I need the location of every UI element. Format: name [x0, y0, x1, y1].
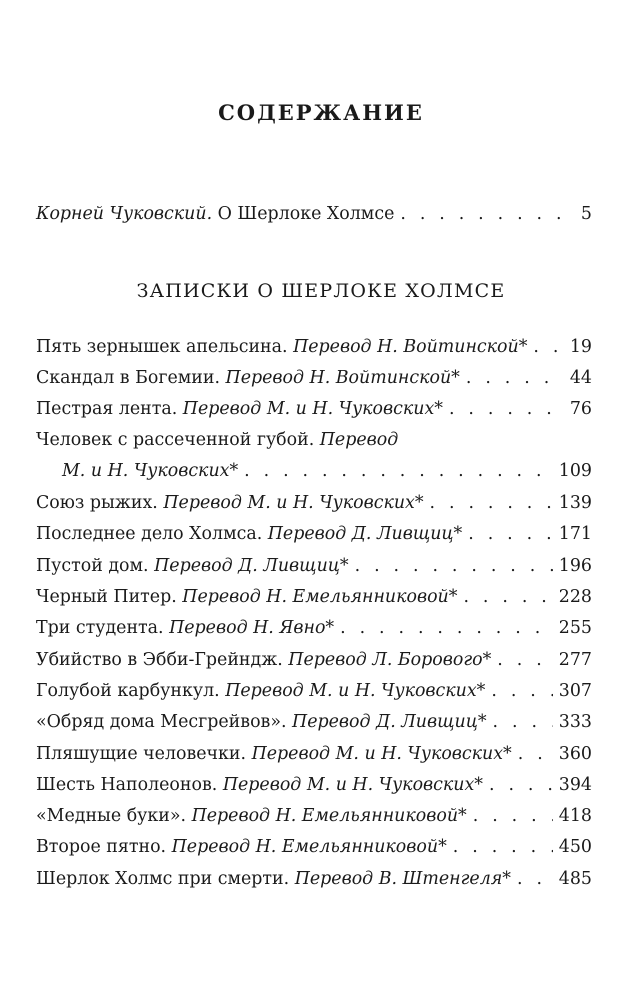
- dot-leader: [453, 837, 553, 857]
- toc-entry-name: Скандал в Богемии.: [36, 368, 220, 388]
- toc-entry: [36, 337, 592, 367]
- toc-entry-title: [36, 869, 511, 889]
- toc-entry-translator: Перевод Д. Ливщиц*: [267, 524, 463, 544]
- section-title: ЗАПИСКИ О ШЕРЛОКЕ ХОЛМСЕ: [136, 280, 506, 302]
- toc-page-number: 228: [558, 587, 592, 607]
- toc-entry: [36, 837, 592, 867]
- dot-leader: [493, 712, 553, 732]
- toc-page-number: 171: [558, 524, 592, 544]
- toc-entry-title: [36, 399, 443, 419]
- toc-entry: [36, 556, 592, 586]
- toc-entry-name: Пестрая лента.: [36, 399, 178, 419]
- dot-leader: [517, 869, 553, 889]
- toc-page-number: 255: [558, 618, 592, 638]
- toc-entry: [36, 399, 592, 429]
- dot-leader: [518, 744, 553, 764]
- toc-entry-title: [36, 618, 334, 638]
- toc-page-number: 277: [558, 650, 592, 670]
- toc-entry: [36, 368, 592, 398]
- toc-entry-name: Последнее дело Холмса.: [36, 524, 263, 544]
- toc-entry-title: [36, 368, 460, 388]
- toc-entry-name: О Шерлоке Холмсе: [217, 204, 395, 224]
- toc-entry-name: Второе пятно.: [36, 837, 167, 857]
- toc-page-number: 333: [558, 712, 592, 732]
- toc-page-number: 485: [558, 869, 592, 889]
- toc-entry-name: Пляшущие человечки.: [36, 744, 247, 764]
- toc-entry-title: [36, 493, 424, 513]
- toc-entry-translator: Перевод Д. Ливщиц*: [292, 712, 487, 732]
- toc-entry-name: Пустой дом.: [36, 556, 149, 576]
- toc-entry-translator: Перевод М. и Н. Чуковских*: [163, 493, 424, 513]
- dot-leader: [355, 556, 553, 576]
- toc-entry-title: [36, 430, 398, 450]
- dot-leader: [449, 399, 564, 419]
- toc-entry: [36, 618, 592, 648]
- page-title: СОДЕРЖАНИЕ: [218, 100, 424, 125]
- toc-entry-name: Голубой карбункул.: [36, 681, 220, 701]
- toc-page-number: 44: [569, 368, 592, 388]
- toc-entry-translator: Перевод Д. Ливщиц*: [154, 556, 349, 576]
- toc-page-number: 109: [558, 461, 592, 481]
- toc-entry-name: Человек с рассеченной губой.: [36, 430, 315, 450]
- dot-leader: [489, 775, 553, 795]
- toc-entry-translator: Перевод Н. Емельянниковой*: [171, 837, 447, 857]
- dot-leader: [463, 587, 552, 607]
- toc-entry-name: Три студента.: [36, 618, 164, 638]
- toc-entry-title: [36, 681, 485, 701]
- toc-entry-translator: Перевод М. и Н. Чуковских*: [251, 744, 512, 764]
- toc-entry-translator: Перевод Н. Войтинской*: [293, 337, 528, 357]
- toc-entry: [36, 650, 592, 680]
- toc-entry-intro: [36, 204, 592, 234]
- toc-entry-translator: Перевод М. и Н. Чуковских*: [222, 775, 483, 795]
- toc-entry: [36, 744, 592, 774]
- toc-entry-translator: Перевод В. Штенгеля*: [294, 869, 511, 889]
- toc-entry-name: Союз рыжих.: [36, 493, 158, 513]
- toc-entry: [36, 775, 592, 805]
- toc-entry-translator: Перевод Л. Борового*: [288, 650, 492, 670]
- toc-page-number: 139: [558, 493, 592, 513]
- toc-entry-title: [36, 806, 467, 826]
- toc-entry-name: Пять зернышек апельсина.: [36, 337, 288, 357]
- toc-entry: [36, 524, 592, 554]
- toc-entry-name: «Обряд дома Месгрейвов».: [36, 712, 287, 732]
- toc-entry-title: [36, 204, 394, 224]
- dot-leader: [466, 368, 564, 388]
- dot-leader: [430, 493, 553, 513]
- dot-leader: [491, 681, 552, 701]
- toc-page-number: 196: [558, 556, 592, 576]
- toc-entry-title: [36, 650, 491, 670]
- toc-entry: [36, 869, 592, 899]
- toc-entry-title: [36, 587, 457, 607]
- toc-entry-name: Шерлок Холмс при смерти.: [36, 869, 290, 889]
- toc-entry-name: Шесть Наполеонов.: [36, 775, 218, 795]
- toc-entry-name: «Медные буки».: [36, 806, 187, 826]
- toc-entry: [36, 587, 592, 617]
- toc-page-number: 307: [558, 681, 592, 701]
- toc-entry: [36, 712, 592, 742]
- toc-page-number: 5: [580, 204, 592, 224]
- dot-leader: [473, 806, 553, 826]
- toc-entry-translator: Перевод Н. Войтинской*: [225, 368, 460, 388]
- dot-leader: [340, 618, 553, 638]
- toc-entry-name: Убийство в Эбби-Грейндж.: [36, 650, 283, 670]
- toc-entry-title: [36, 337, 527, 357]
- toc-entry-translator: Перевод М. и Н. Чуковских*: [225, 681, 486, 701]
- toc-entry: [62, 461, 592, 491]
- toc-page-number: 394: [558, 775, 592, 795]
- dot-leader: [533, 337, 563, 357]
- toc-entry-translator: Перевод: [319, 430, 399, 450]
- toc-entry-translator: Перевод Н. Емельянниковой*: [191, 806, 467, 826]
- toc-entry-author: Корней Чуковский.: [36, 204, 213, 224]
- toc-page-number: 418: [558, 806, 592, 826]
- toc-page-number: 76: [569, 399, 592, 419]
- toc-entry-title: [36, 744, 512, 764]
- toc-page-number: 360: [558, 744, 592, 764]
- toc-entry-translator: Перевод М. и Н. Чуковских*: [182, 399, 443, 419]
- toc-entry: [36, 430, 592, 460]
- toc-entry: [36, 806, 592, 836]
- toc-entry: [36, 681, 592, 711]
- dot-leader: [400, 204, 575, 224]
- toc-entry-title: [36, 837, 447, 857]
- toc-entry-name: Черный Питер.: [36, 587, 177, 607]
- dot-leader: [244, 461, 553, 481]
- toc-entry-title: [36, 556, 349, 576]
- toc-entry-title: [62, 461, 238, 481]
- toc-entry-title: [36, 712, 487, 732]
- toc-entry-title: [36, 524, 462, 544]
- dot-leader: [468, 524, 553, 544]
- toc-entry-translator: Перевод Н. Емельянниковой*: [182, 587, 458, 607]
- toc-entry: [36, 493, 592, 523]
- toc-page-number: 19: [569, 337, 592, 357]
- toc-entry-translator: Перевод Н. Явно*: [169, 618, 335, 638]
- dot-leader: [497, 650, 553, 670]
- toc-entry-translator: М. и Н. Чуковских*: [62, 461, 239, 481]
- toc-page-number: 450: [558, 837, 592, 857]
- toc-entry-title: [36, 775, 483, 795]
